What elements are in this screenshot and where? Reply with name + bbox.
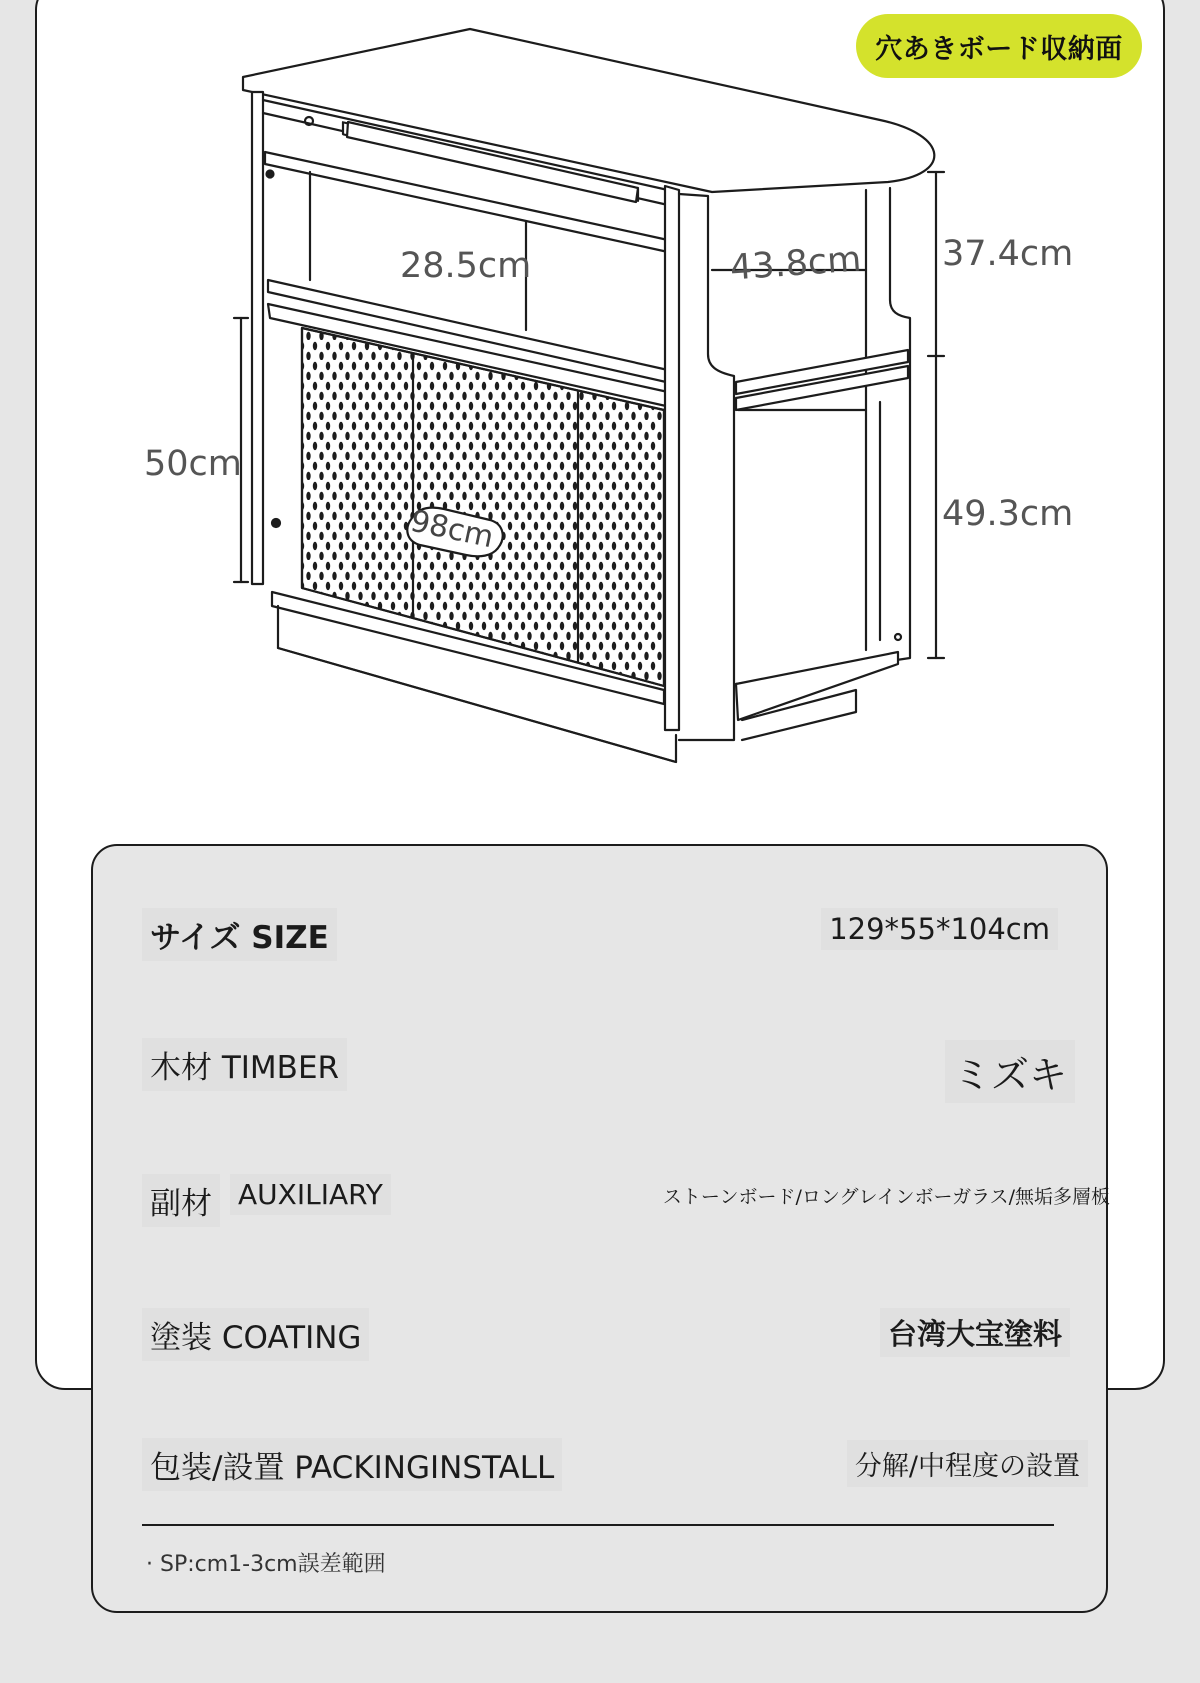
side-depth-dimension: 43.8cm (728, 239, 863, 289)
right-front-panel (665, 186, 679, 730)
spec-label-auxiliary-sub: AUXILIARY (230, 1174, 391, 1215)
spec-value-coating: 台湾大宝塗料 (880, 1308, 1070, 1357)
upper-side-height-dimension: 37.4cm (942, 234, 1074, 274)
pegboard-storage-badge: 穴あきボード収納面 (856, 14, 1142, 78)
spec-label-timber: 木材 TIMBER (142, 1038, 347, 1091)
lower-side-height-dimension: 49.3cm (942, 494, 1074, 534)
spec-divider (142, 1524, 1054, 1526)
pegboard-height-dimension: 50cm (144, 444, 242, 484)
spec-value-auxiliary: ストーンボード/ロングレインボーガラス/無垢多層板 (662, 1186, 1110, 1208)
shelf-height-dimension: 28.5cm (400, 246, 532, 286)
spec-label-coating: 塗装 COATING (142, 1308, 369, 1361)
spec-label-size: サイズ SIZE (142, 908, 337, 961)
spec-value-packing: 分解/中程度の設置 (847, 1440, 1088, 1487)
spec-label-auxiliary-main: 副材 (142, 1174, 220, 1227)
tabletop (243, 29, 934, 192)
left-side-panel (252, 92, 263, 584)
width-dimension: 98cm (407, 503, 497, 556)
cabinet-line-drawing (0, 0, 1200, 800)
tolerance-footnote: · SP:cm1-3cm誤差範囲 (146, 1552, 386, 1577)
spec-label-packing: 包装/設置 PACKINGINSTALL (142, 1438, 562, 1491)
spec-value-size: 129*55*104cm (821, 908, 1058, 950)
spec-value-timber: ミズキ (945, 1040, 1075, 1103)
